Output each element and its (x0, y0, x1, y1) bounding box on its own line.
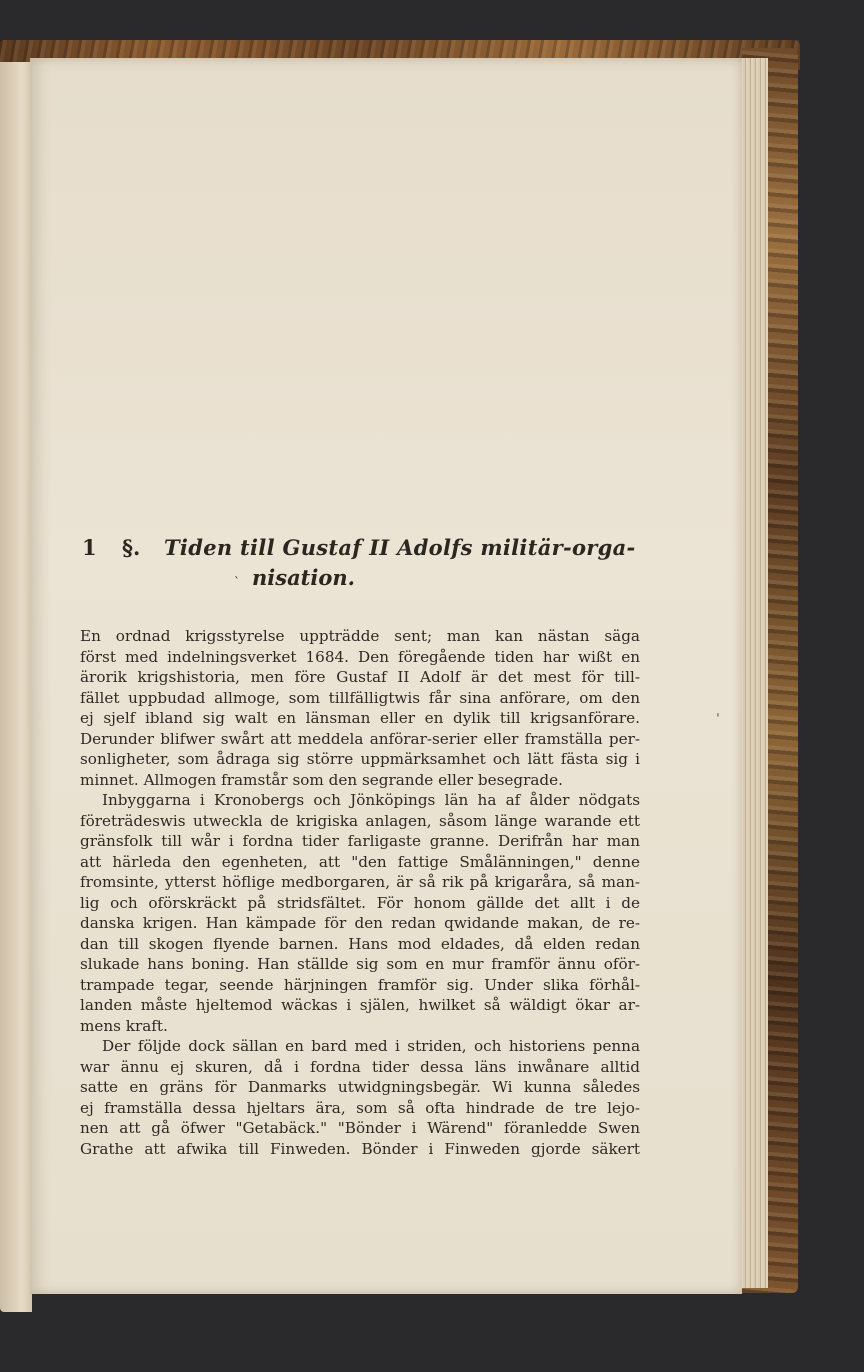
text-line: gränsfolk till wår i fordna tider farligaste granne. Derifrån har man (80, 832, 640, 850)
text-line: Derunder blifwer swårt att meddela anförar-serier eller framställa per- (80, 729, 640, 748)
text-line: minnet. Allmogen framstår som den segrande eller besegrade. (80, 770, 563, 789)
text-line: trampade tegar, seende härjningen framför sig. Under slika förhål- (80, 975, 640, 994)
text-line: slukade hans boning. Han ställde sig som en mur framför ännu oför- (80, 955, 640, 973)
text-line: satte en gräns för Danmarks utwidgningsbegär. Wi kunna således (80, 1078, 640, 1096)
text-line: ärorik krigshistoria, men före Gustaf II Adolf är det mest för till- (80, 668, 640, 686)
text-line: ej sjelf ibland sig walt en länsman eller en dylik till krigsanförare. (80, 709, 640, 727)
page-stack-edge (738, 58, 768, 1288)
section-title-line-1: Tiden till Gustaf II Adolfs militär-orga- (164, 535, 636, 560)
text-line: lig och oförskräckt på stridsfältet. För honom gällde det allt i de (80, 893, 640, 912)
text-line: sonligheter, som ådraga sig större uppmärksamhet och lätt fästa sig i (80, 750, 640, 768)
text-line: företrädeswis utweckla de krigiska anlagen, såsom länge warande ett (80, 811, 640, 830)
text-line: Der följde dock sällan en bard med i striden, och historiens penna (102, 1037, 640, 1055)
text-line: mens kraft. (80, 1016, 168, 1035)
text-line: ej framställa dessa hjeltars ära, som så ofta hindrade de tre lejo- (80, 1098, 640, 1117)
text-line: En ordnad krigsstyrelse uppträdde sent; man kan nästan säga (80, 627, 640, 645)
section-sign: §. (122, 535, 141, 560)
text-line: Grathe att afwika till Finweden. Bönder i Finweden gjorde säkert (80, 1139, 640, 1158)
text-line: danska krigen. Han kämpade för den redan qwidande makan, de re- (80, 914, 640, 932)
text-line: war ännu ej skuren, då i fordna tider dessa läns inwånare alltid (80, 1057, 640, 1076)
text-line: dan till skogen flyende barnen. Hans mod eldades, då elden redan (80, 934, 640, 953)
section-title-line-2: nisation. (252, 565, 355, 590)
text-line: nen att gå öfwer "Getabäck." "Bönder i Wärend" föranledde Swen (80, 1119, 640, 1137)
text-line: först med indelningsverket 1684. Den föregående tiden har wißt en (80, 647, 640, 666)
text-line: fället uppbudad allmoge, som tillfälligtwis får sina anförare, om den (80, 688, 640, 707)
left-page-edge (0, 62, 32, 1312)
text-line: landen måste hjeltemod wäckas i själen, hwilket så wäldigt ökar ar- (80, 996, 640, 1014)
text-line: fromsinte, ytterst höflige medborgaren, är så rik på krigaråra, så man- (80, 873, 640, 891)
section-number: 1 (82, 535, 97, 560)
text-line: att härleda den egenheten, att "den fattige Smålänningen," denne (80, 852, 640, 871)
text-line: Inbyggarna i Kronobergs och Jönköpings län ha af ålder nödgats (102, 791, 640, 809)
margin-mark: ˈ (716, 712, 720, 728)
section-body-text (80, 626, 640, 1159)
print-mark: ˋ (234, 575, 240, 589)
